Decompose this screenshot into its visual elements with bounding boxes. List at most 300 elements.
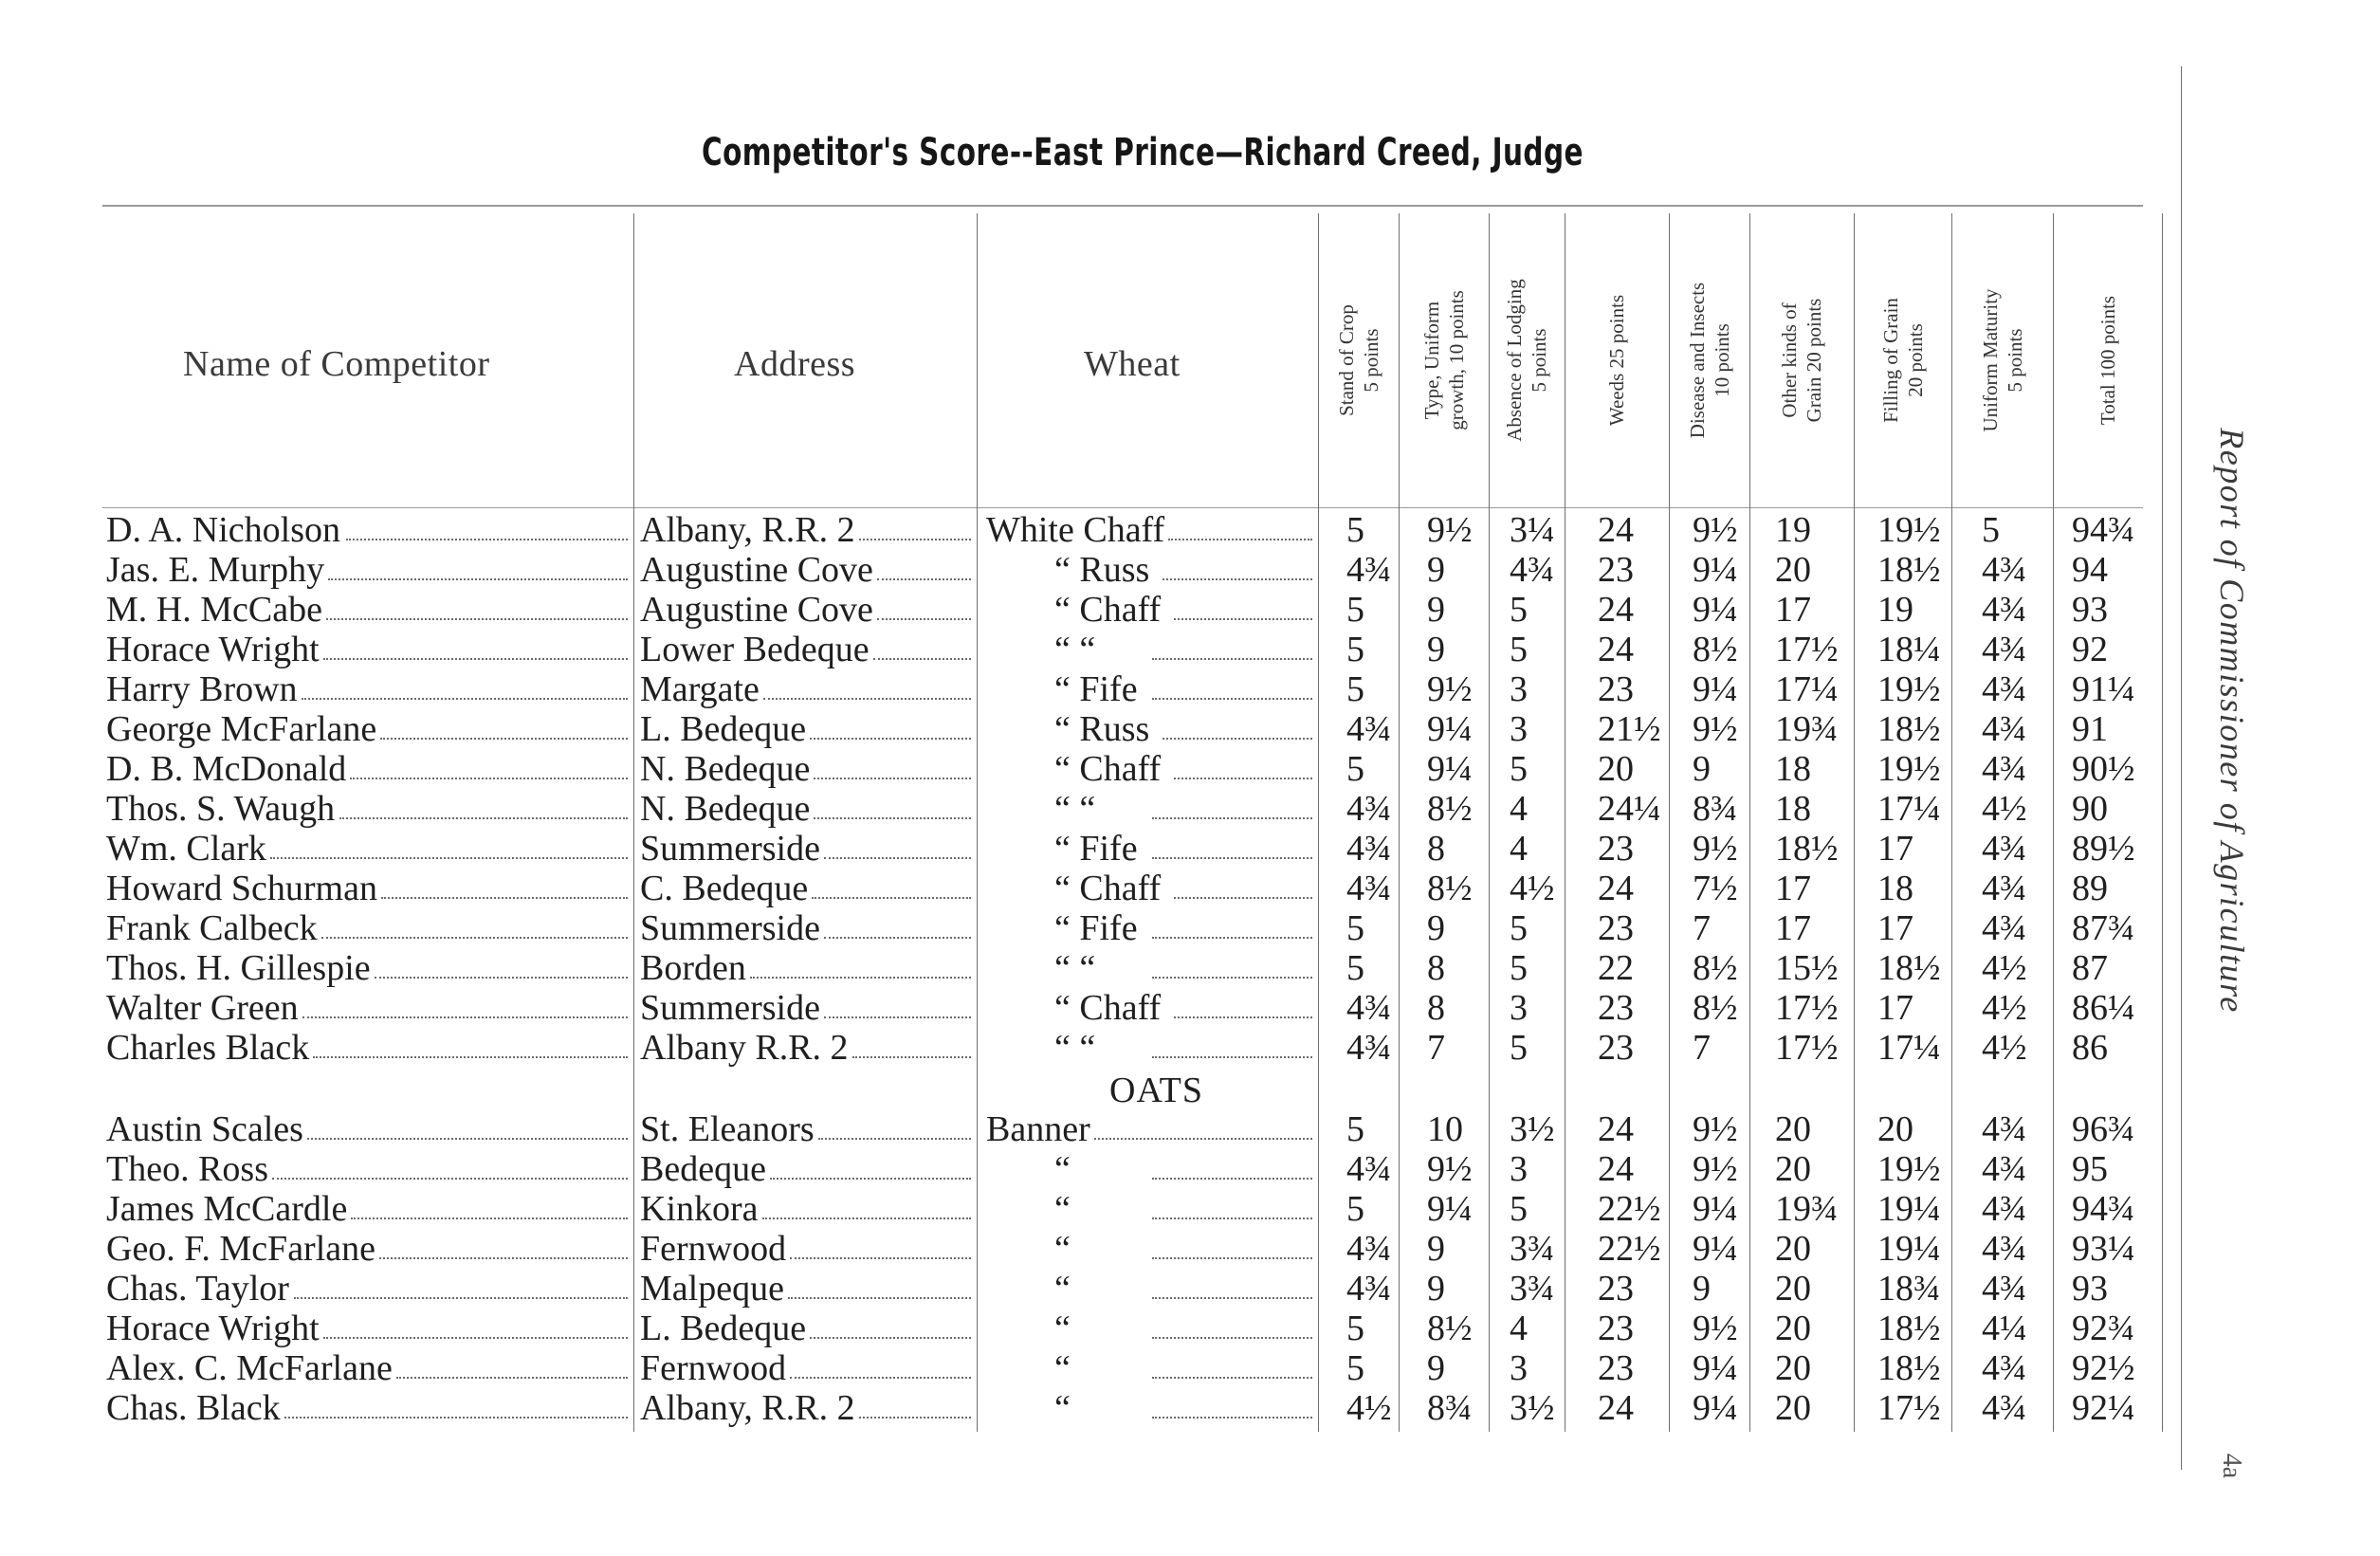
competitor-name: Geo. F. McFarlane	[106, 1229, 375, 1269]
table-row	[0, 630, 2181, 669]
score-value: 4¾	[1982, 1189, 2027, 1229]
score-value: 24¼	[1598, 789, 1661, 829]
leader-dots	[810, 1337, 971, 1339]
score-value: 7	[1693, 1028, 1711, 1068]
table-row	[0, 749, 2181, 789]
score-header	[1419, 290, 1469, 430]
score-value: 9¼	[1427, 1189, 1473, 1229]
score-value: 5	[1346, 1189, 1364, 1229]
table-row	[0, 709, 2181, 749]
grain-variety: “ Chaff	[1054, 869, 1162, 908]
score-value: 9¼	[1693, 590, 1738, 630]
score-value: 15½	[1775, 948, 1839, 988]
score-header-line1: Other kinds of	[1778, 302, 1801, 418]
score-value: 9½	[1693, 829, 1738, 869]
score-value: 8½	[1427, 789, 1473, 829]
score-value: 4¾	[1346, 709, 1392, 749]
table-row	[0, 1388, 2181, 1428]
score-header	[1878, 298, 1928, 423]
score-header-line1: Disease and Insects	[1685, 282, 1709, 439]
score-value: 4¾	[1346, 1269, 1392, 1309]
score-value: 20	[1775, 1309, 1811, 1348]
score-value: 3	[1510, 1149, 1528, 1189]
table-row	[0, 669, 2181, 709]
leader-dots	[1152, 1257, 1312, 1259]
score-value: 8	[1427, 829, 1445, 869]
score-value: 9	[1427, 908, 1445, 948]
score-header-line1: Filling of Grain	[1878, 298, 1902, 423]
leader-dots	[1152, 1178, 1312, 1180]
leader-dots	[812, 897, 971, 899]
leader-dots	[818, 1138, 971, 1140]
leader-dots	[302, 698, 628, 700]
grain-variety: “	[1054, 1388, 1071, 1428]
competitor-name: Chas. Taylor	[106, 1269, 289, 1309]
leader-dots	[1174, 1016, 1312, 1018]
score-value: 18½	[1877, 709, 1941, 749]
score-header-line1: Type, Uniform	[1419, 301, 1443, 420]
leader-dots	[763, 698, 971, 700]
leader-dots	[313, 1056, 628, 1058]
leader-dots	[321, 937, 628, 939]
score-value: 86¼	[2072, 988, 2135, 1028]
leader-dots	[1174, 897, 1312, 899]
grain-variety: “ “	[1054, 948, 1096, 988]
leader-dots	[1152, 1056, 1312, 1058]
header-top-rule	[102, 205, 2143, 207]
score-value: 3¾	[1510, 1269, 1555, 1309]
leader-dots	[381, 897, 628, 899]
score-value: 94¾	[2072, 1189, 2135, 1229]
leader-dots	[1152, 1337, 1312, 1339]
leader-dots	[272, 1178, 628, 1180]
leader-dots	[1174, 618, 1312, 620]
score-value: 20	[1775, 1149, 1811, 1189]
grain-variety: “	[1054, 1309, 1071, 1348]
leader-dots	[1152, 1417, 1312, 1419]
score-value: 24	[1598, 510, 1634, 550]
score-value: 18½	[1877, 1309, 1941, 1348]
leader-dots	[323, 658, 628, 660]
score-value: 9¼	[1693, 1229, 1738, 1269]
page-edge-rule	[2181, 66, 2182, 1470]
score-value: 91¼	[2072, 669, 2135, 709]
table-row	[0, 1348, 2181, 1388]
competitor-name: Howard Schurman	[106, 869, 377, 908]
score-value: 9¼	[1427, 749, 1473, 789]
leader-dots	[810, 738, 971, 740]
score-value: 9¼	[1693, 1348, 1738, 1388]
leader-dots	[375, 977, 628, 979]
score-value: 5	[1346, 510, 1364, 550]
score-value: 23	[1598, 669, 1634, 709]
score-value: 3¼	[1510, 510, 1555, 550]
score-value: 4¾	[1982, 669, 2027, 709]
score-value: 8½	[1693, 948, 1738, 988]
table-row	[0, 908, 2181, 948]
score-value: 22½	[1598, 1189, 1661, 1229]
score-value: 4	[1510, 1309, 1528, 1348]
header-bottom-rule	[102, 507, 2143, 508]
score-value: 24	[1598, 1149, 1634, 1189]
score-header	[1978, 288, 2027, 431]
table-row	[0, 1149, 2181, 1189]
leader-dots	[326, 618, 628, 620]
score-value: 24	[1598, 630, 1634, 669]
score-header-line1: Total 100 points	[2096, 295, 2119, 426]
competitor-address: Kinkora	[640, 1189, 759, 1229]
leader-dots	[1152, 658, 1312, 660]
score-value: 4½	[1510, 869, 1555, 908]
competitor-name: Chas. Black	[106, 1388, 281, 1428]
competitor-name: Harry Brown	[106, 669, 298, 709]
score-header-line2: 5 points	[1359, 328, 1382, 393]
leader-dots	[877, 618, 971, 620]
score-value: 4¾	[1982, 869, 2027, 908]
competitor-address: Summerside	[640, 988, 820, 1028]
score-value: 4½	[1982, 988, 2027, 1028]
leader-dots	[328, 578, 628, 580]
score-value: 5	[1346, 948, 1364, 988]
score-value: 17¼	[1775, 669, 1839, 709]
score-value: 24	[1598, 1388, 1634, 1428]
score-value: 23	[1598, 550, 1634, 590]
score-value: 9½	[1693, 709, 1738, 749]
grain-variety: “ Chaff	[1054, 749, 1162, 789]
leader-dots	[380, 738, 628, 740]
score-value: 9	[1427, 1229, 1445, 1269]
score-value: 7	[1693, 908, 1711, 948]
table-row	[0, 1189, 2181, 1229]
score-value: 4¾	[1982, 829, 2027, 869]
score-value: 9	[1427, 550, 1445, 590]
competitor-address: Malpeque	[640, 1269, 784, 1309]
score-value: 19¼	[1877, 1189, 1941, 1229]
score-value: 5	[1510, 1189, 1528, 1229]
leader-dots	[1163, 578, 1312, 580]
score-value: 17	[1877, 908, 1913, 948]
score-value: 3	[1510, 988, 1528, 1028]
score-value: 17	[1877, 988, 1913, 1028]
score-value: 22	[1598, 948, 1634, 988]
score-value: 8½	[1693, 988, 1738, 1028]
score-value: 94	[2072, 550, 2108, 590]
score-value: 4¾	[1346, 829, 1392, 869]
leader-dots	[859, 1417, 971, 1419]
leader-dots	[790, 1377, 971, 1379]
grain-variety: Banner	[986, 1109, 1090, 1149]
score-value: 95	[2072, 1149, 2108, 1189]
score-value: 4¾	[1982, 550, 2027, 590]
grain-variety: White Chaff	[986, 510, 1165, 550]
leader-dots	[323, 1337, 628, 1339]
table-row	[0, 948, 2181, 988]
competitor-name: Jas. E. Murphy	[106, 550, 325, 590]
competitor-name: Walter Green	[106, 988, 299, 1028]
score-value: 23	[1598, 829, 1634, 869]
score-value: 4¾	[1982, 908, 2027, 948]
competitor-name: Alex. C. McFarlane	[106, 1348, 393, 1388]
score-value: 9¼	[1693, 669, 1738, 709]
score-value: 4	[1510, 829, 1528, 869]
score-value: 5	[1346, 1348, 1364, 1388]
score-header-line2: Grain 20 points	[1803, 298, 1825, 423]
score-value: 93	[2072, 1269, 2108, 1309]
competitor-name: Thos. S. Waugh	[106, 789, 336, 829]
table-row	[0, 1309, 2181, 1348]
score-value: 18¼	[1877, 630, 1941, 669]
score-value: 87¾	[2072, 908, 2135, 948]
grain-variety: “ Fife	[1054, 669, 1138, 709]
score-header	[1685, 283, 1734, 438]
score-value: 8½	[1693, 630, 1738, 669]
score-value: 92½	[2072, 1348, 2135, 1388]
competitor-name: George McFarlane	[106, 709, 377, 749]
grain-variety: “ Russ	[1054, 550, 1150, 590]
score-value: 17½	[1775, 630, 1839, 669]
score-value: 17½	[1877, 1388, 1941, 1428]
score-value: 20	[1775, 1388, 1811, 1428]
competitor-address: Augustine Cove	[640, 590, 873, 630]
score-value: 4¾	[1982, 749, 2027, 789]
score-value: 93	[2072, 590, 2108, 630]
leader-dots	[1168, 539, 1312, 540]
score-value: 20	[1598, 749, 1634, 789]
leader-dots	[1152, 857, 1312, 859]
score-value: 5	[1346, 1109, 1364, 1149]
score-value: 24	[1598, 1109, 1634, 1149]
leader-dots	[859, 539, 971, 540]
score-value: 4½	[1982, 1028, 2027, 1068]
score-value: 20	[1775, 550, 1811, 590]
score-header-line1: Absence of Lodging	[1503, 279, 1526, 442]
score-value: 9½	[1693, 1309, 1738, 1348]
grain-variety: “ Fife	[1054, 829, 1138, 869]
leader-dots	[351, 1217, 628, 1219]
leader-dots	[750, 977, 971, 979]
score-value: 92	[2072, 630, 2108, 669]
competitor-address: N. Bedeque	[640, 789, 811, 829]
score-value: 4¾	[1982, 590, 2027, 630]
competitor-address: L. Bedeque	[640, 1309, 807, 1348]
score-value: 92¾	[2072, 1309, 2135, 1348]
grain-variety: “	[1054, 1348, 1071, 1388]
score-value: 8¾	[1427, 1388, 1473, 1428]
score-value: 17½	[1775, 988, 1839, 1028]
competitor-address: Borden	[640, 948, 746, 988]
leader-dots	[824, 937, 971, 939]
competitor-name: D. B. McDonald	[106, 749, 347, 789]
score-value: 7	[1427, 1028, 1445, 1068]
score-value: 4¾	[1982, 1348, 2027, 1388]
score-value: 89½	[2072, 829, 2135, 869]
score-value: 19½	[1877, 1149, 1941, 1189]
score-value: 9¼	[1693, 1388, 1738, 1428]
score-value: 19¾	[1775, 1189, 1839, 1229]
score-value: 3½	[1510, 1388, 1555, 1428]
leader-dots	[1152, 698, 1312, 700]
leader-dots	[1152, 817, 1312, 819]
leader-dots	[814, 817, 971, 819]
score-value: 19	[1775, 510, 1811, 550]
grain-variety: “	[1054, 1229, 1071, 1269]
score-value: 4¾	[1982, 1269, 2027, 1309]
score-value: 3¾	[1510, 1229, 1555, 1269]
score-value: 5	[1510, 948, 1528, 988]
leader-dots	[873, 658, 971, 660]
score-value: 8½	[1427, 1309, 1473, 1348]
table-row	[0, 988, 2181, 1028]
competitor-address: Albany, R.R. 2	[640, 510, 855, 550]
competitor-address: Fernwood	[640, 1348, 787, 1388]
table-row	[0, 550, 2181, 590]
grain-variety: “ Fife	[1054, 908, 1138, 948]
score-value: 17	[1877, 829, 1913, 869]
score-value: 4¾	[1982, 1109, 2027, 1149]
score-value: 4½	[1982, 948, 2027, 988]
score-value: 23	[1598, 1309, 1634, 1348]
score-value: 96¾	[2072, 1109, 2135, 1149]
leader-dots	[788, 1297, 971, 1299]
leader-dots	[1152, 977, 1312, 979]
score-value: 4¾	[1346, 550, 1392, 590]
table-row	[0, 1269, 2181, 1309]
score-value: 5	[1510, 749, 1528, 789]
leader-dots	[346, 539, 628, 540]
score-header	[1502, 279, 1551, 441]
score-value: 19½	[1877, 510, 1941, 550]
score-value: 9	[1427, 590, 1445, 630]
score-value: 18	[1775, 789, 1811, 829]
score-value: 87	[2072, 948, 2108, 988]
score-value: 4¾	[1346, 1149, 1392, 1189]
score-value: 5	[1346, 669, 1364, 709]
score-value: 91	[2072, 709, 2108, 749]
score-value: 9½	[1427, 669, 1473, 709]
score-value: 9	[1693, 1269, 1711, 1309]
competitor-address: St. Eleanors	[640, 1109, 815, 1149]
score-value: 4¾	[1510, 550, 1555, 590]
score-header	[1334, 304, 1383, 416]
score-value: 19¾	[1775, 709, 1839, 749]
score-header-line2: 20 points	[1903, 323, 1927, 397]
competitor-name: Theo. Ross	[106, 1149, 268, 1189]
score-value: 4¾	[1982, 1149, 2027, 1189]
score-value: 9½	[1693, 510, 1738, 550]
grain-variety: “	[1054, 1269, 1071, 1309]
score-value: 10	[1427, 1109, 1463, 1149]
score-value: 18½	[1877, 948, 1941, 988]
score-value: 20	[1877, 1109, 1913, 1149]
competitor-name: M. H. McCabe	[106, 590, 322, 630]
competitor-name: Wm. Clark	[106, 829, 266, 869]
leader-dots	[1152, 937, 1312, 939]
score-value: 5	[1346, 908, 1364, 948]
score-value: 90½	[2072, 749, 2135, 789]
score-value: 89	[2072, 869, 2108, 908]
score-value: 22½	[1598, 1229, 1661, 1269]
competitor-address: Margate	[640, 669, 760, 709]
leader-dots	[379, 1257, 628, 1259]
score-value: 4	[1510, 789, 1528, 829]
competitor-address: Albany R.R. 2	[640, 1028, 849, 1068]
score-value: 4¾	[1346, 988, 1392, 1028]
grain-variety: “	[1054, 1149, 1071, 1189]
leader-dots	[1152, 1377, 1312, 1379]
leader-dots	[814, 778, 971, 779]
table-row	[0, 510, 2181, 550]
score-header-line2: 10 points	[1710, 323, 1733, 397]
competitor-name: Austin Scales	[106, 1109, 303, 1149]
score-value: 20	[1775, 1109, 1811, 1149]
score-value: 3	[1510, 1348, 1528, 1388]
score-value: 9½	[1427, 1149, 1473, 1189]
leader-dots	[270, 857, 628, 859]
competitor-address: Augustine Cove	[640, 550, 873, 590]
score-value: 3	[1510, 669, 1528, 709]
score-header-line1: Stand of Crop	[1334, 304, 1358, 416]
competitor-address: Summerside	[640, 908, 820, 948]
grain-variety: “ “	[1054, 1028, 1096, 1068]
score-value: 4¾	[1346, 789, 1392, 829]
score-value: 4¾	[1346, 869, 1392, 908]
score-value: 4¾	[1346, 1028, 1392, 1068]
competitor-address: Albany, R.R. 2	[640, 1388, 855, 1428]
leader-dots	[294, 1297, 628, 1299]
score-value: 5	[1346, 590, 1364, 630]
page-number: 4a	[2217, 1453, 2247, 1479]
score-value: 24	[1598, 869, 1634, 908]
score-value: 8¾	[1693, 789, 1738, 829]
score-value: 90	[2072, 789, 2108, 829]
grain-variety: “ “	[1054, 789, 1096, 829]
score-value: 17½	[1775, 1028, 1839, 1068]
score-value: 9	[1427, 1269, 1445, 1309]
score-value: 5	[1346, 749, 1364, 789]
header-variety: Wheat	[1084, 344, 1181, 384]
leader-dots	[1152, 1217, 1312, 1219]
competitor-name: Horace Wright	[106, 630, 320, 669]
score-value: 23	[1598, 1028, 1634, 1068]
score-value: 23	[1598, 1269, 1634, 1309]
score-value: 5	[1510, 630, 1528, 669]
competitor-address: Summerside	[640, 829, 820, 869]
score-value: 7½	[1693, 869, 1738, 908]
score-value: 94¾	[2072, 510, 2135, 550]
grain-variety: “ Russ	[1054, 709, 1150, 749]
score-value: 3	[1510, 709, 1528, 749]
table-row	[0, 590, 2181, 630]
score-header	[2096, 296, 2120, 425]
score-value: 8	[1427, 988, 1445, 1028]
competitor-name: Charles Black	[106, 1028, 310, 1068]
competitor-address: L. Bedeque	[640, 709, 807, 749]
score-value: 5	[1982, 510, 2000, 550]
leader-dots	[824, 1016, 971, 1018]
score-header-line1: Uniform Maturity	[1978, 288, 2002, 432]
score-value: 92¼	[2072, 1388, 2135, 1428]
score-value: 4¾	[1982, 1388, 2027, 1428]
score-value: 23	[1598, 908, 1634, 948]
score-value: 9	[1427, 1348, 1445, 1388]
score-value: 9½	[1693, 1109, 1738, 1149]
header-name: Name of Competitor	[183, 344, 490, 384]
competitor-address: Bedeque	[640, 1149, 766, 1189]
leader-dots	[302, 1016, 628, 1018]
leader-dots	[1094, 1138, 1312, 1140]
score-value: 86	[2072, 1028, 2108, 1068]
score-value: 3½	[1510, 1109, 1555, 1149]
